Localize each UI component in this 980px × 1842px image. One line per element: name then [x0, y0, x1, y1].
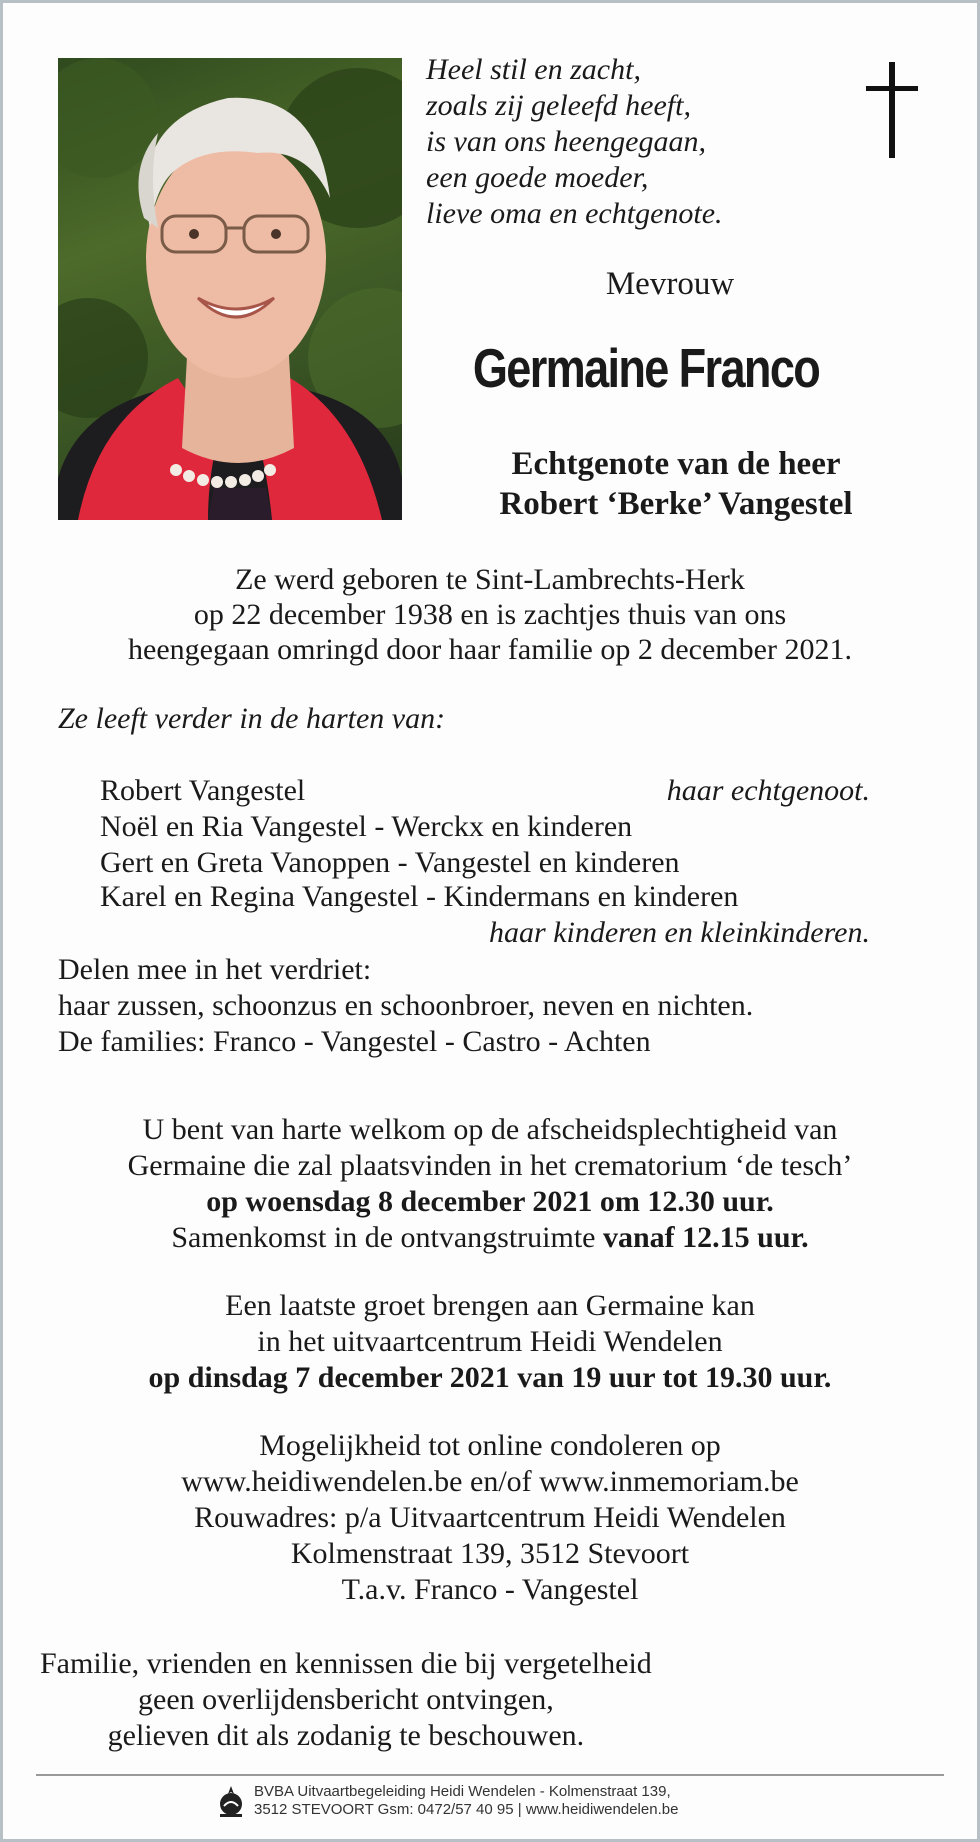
poem-line: Heel stil en zacht,	[426, 53, 641, 86]
condolence-line: T.a.v. Franco - Vangestel	[341, 1573, 639, 1606]
family-lead: Ze leeft verder in de harten van:	[58, 702, 446, 735]
gathering-text: Samenkomst in de ontvangstruimte	[171, 1221, 603, 1254]
funeral-home-logo-icon	[216, 1784, 246, 1818]
footer-line: BVBA Uitvaartbegeleiding Heidi Wendelen - Kolmenstraat 139,	[254, 1783, 671, 1800]
footer-divider	[36, 1774, 944, 1776]
family-relation: haar echtgenoot.	[666, 774, 870, 807]
closing-line: Familie, vrienden en kennissen die bij vergetelheid	[40, 1647, 652, 1680]
last-greeting	[40, 1288, 940, 1396]
family-row	[100, 880, 870, 914]
spouse-line: Robert ‘Berke’ Vangestel	[499, 486, 853, 522]
share-line: Delen mee in het verdriet:	[58, 953, 372, 986]
family-row	[100, 774, 870, 808]
poem-line: zoals zij geleefd heeft,	[426, 89, 691, 122]
children-label: haar kinderen en kleinkinderen.	[489, 916, 870, 949]
gathering-time: vanaf 12.15 uur.	[603, 1221, 809, 1254]
ceremony-info	[40, 1112, 940, 1256]
family-row	[100, 846, 870, 880]
share-grief	[58, 952, 753, 1060]
cross-icon	[862, 60, 922, 160]
ceremony-line: Germaine die zal plaatsvinden in het crematorium ‘de tesch’	[127, 1149, 853, 1182]
birth-line: heengegaan omringd door haar familie op 2 december 2021.	[128, 633, 852, 666]
condolence-line: Kolmenstraat 139, 3512 Stevoort	[290, 1537, 690, 1570]
poem-line: lieve oma en echtgenote.	[426, 197, 723, 230]
greeting-datetime: op dinsdag 7 december 2021 van 19 uur tot 19.30 uur.	[148, 1361, 832, 1394]
share-line: De families: Franco - Vangestel - Castro - Achten	[58, 1025, 651, 1058]
condolence-links: www.heidiwendelen.be en/of www.inmemoriam.be	[181, 1465, 799, 1498]
condolence-line: Rouwadres: p/a Uitvaartcentrum Heidi Wendelen	[194, 1501, 786, 1534]
portrait-photo	[58, 58, 402, 520]
condolence-info	[40, 1428, 940, 1608]
footer-line: 3512 STEVOORT Gsm: 0472/57 40 95 | www.heidiwendelen.be	[254, 1801, 679, 1818]
poem	[426, 52, 723, 232]
ceremony-datetime: op woensdag 8 december 2021 om 12.30 uur.	[206, 1185, 774, 1218]
family-member: Karel en Regina Vangestel - Kindermans en kinderen	[100, 880, 739, 913]
portrait-illustration	[58, 58, 402, 520]
closing-line: gelieven dit als zodanig te beschouwen.	[107, 1719, 585, 1752]
salutation: Mevrouw	[605, 266, 735, 302]
birth-details	[40, 562, 940, 667]
spouse-line: Echtgenote van de heer	[511, 446, 841, 482]
closing-line: geen overlijdensbericht ontvingen,	[138, 1683, 554, 1716]
footer-text	[254, 1783, 678, 1819]
greeting-line: in het uitvaartcentrum Heidi Wendelen	[257, 1325, 723, 1358]
family-member: Noël en Ria Vangestel - Werckx en kinderen	[100, 810, 633, 843]
family-member: Robert Vangestel	[100, 774, 306, 807]
closing-note	[40, 1646, 652, 1754]
birth-line: Ze werd geboren te Sint-Lambrechts-Herk	[235, 563, 745, 596]
spouse-info	[426, 444, 926, 524]
birth-line: op 22 december 1938 en is zachtjes thuis van ons	[193, 598, 787, 631]
deceased-name: Germaine Franco	[472, 337, 820, 399]
poem-line: een goede moeder,	[426, 161, 649, 194]
share-line: haar zussen, schoonzus en schoonbroer, neven en nichten.	[58, 989, 754, 1022]
ceremony-line: U bent van harte welkom op de afscheidsplechtigheid van	[142, 1113, 838, 1146]
greeting-line: Een laatste groet brengen aan Germaine kan	[225, 1289, 755, 1322]
poem-line: is van ons heengegaan,	[426, 125, 706, 158]
family-member: Gert en Greta Vanoppen - Vangestel en kinderen	[100, 846, 680, 879]
family-row	[100, 810, 870, 844]
condolence-line: Mogelijkheid tot online condoleren op	[259, 1429, 721, 1462]
gathering-line	[40, 1220, 940, 1256]
